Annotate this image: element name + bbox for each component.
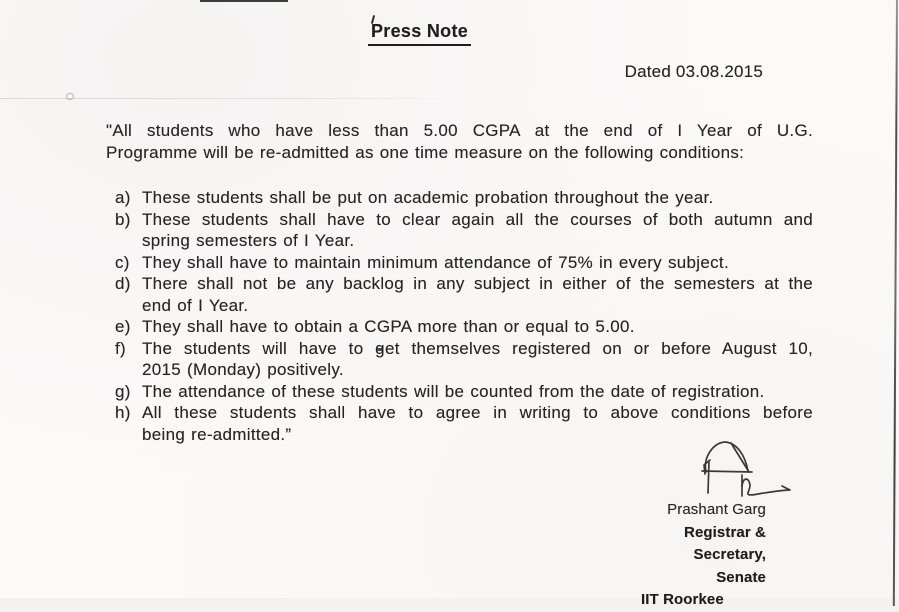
page-title: Press Note <box>368 20 471 46</box>
condition-label: e) <box>115 317 131 336</box>
condition-label: g) <box>115 381 131 401</box>
condition-line: end of I Year. <box>142 295 249 315</box>
condition-text <box>142 273 813 316</box>
intro-line: "All students who have less than 5.00 CGPA at the end of I Year of U.G. <box>106 121 813 140</box>
scan-artifact-top-edge <box>200 0 288 2</box>
signatory-name: Prashant Garg <box>667 501 766 518</box>
condition-label: f) <box>115 338 126 358</box>
condition-label: c) <box>115 252 130 272</box>
condition-line: These students shall have to clear again all the courses of both autumn and <box>142 209 813 229</box>
conditions-list <box>115 187 813 445</box>
date-line: Dated 03.08.2015 <box>624 62 763 81</box>
condition-text <box>142 338 813 381</box>
condition-line: The students will have to get themselves registered on or before August 10, <box>142 338 813 358</box>
condition-item-c <box>115 252 813 274</box>
condition-line: The attendance of these students will be counted from the date of registration. <box>142 381 765 401</box>
condition-line: 2015 (Monday) positively. <box>142 360 344 379</box>
signature <box>695 440 800 500</box>
condition-item-e <box>115 316 813 338</box>
intro-paragraph <box>106 120 813 163</box>
condition-item-g <box>115 381 813 403</box>
condition-label: a) <box>115 188 131 207</box>
scan-artifact-speck <box>66 93 74 100</box>
condition-item-f <box>115 338 813 381</box>
condition-line: They shall have to maintain minimum attendance of 75% in every subject. <box>142 252 729 272</box>
condition-label: h) <box>115 403 131 422</box>
condition-line: There shall not be any backlog in any subject in either of the semesters at the <box>142 274 813 293</box>
condition-text <box>142 252 813 274</box>
condition-item-b <box>115 209 813 252</box>
condition-line: being re-admitted.” <box>142 424 292 444</box>
condition-item-d <box>115 273 813 316</box>
condition-line: They shall have to obtain a CGPA more than or equal to 5.00. <box>142 317 635 336</box>
signatory-title-institute: IIT Roorkee <box>641 591 724 608</box>
signatory-title-secretary: Secretary, Senate <box>693 546 766 586</box>
signatory-title-registrar: Registrar & <box>684 523 766 541</box>
condition-text <box>142 402 813 445</box>
condition-label: d) <box>115 274 131 293</box>
signatory-block <box>641 499 766 612</box>
condition-item-h <box>115 402 813 445</box>
condition-line: spring semesters of I Year. <box>142 231 355 250</box>
intro-line: Programme will be re-admitted as one time measure on the following conditions: <box>106 142 745 162</box>
condition-line: These students shall be put on academic probation throughout the year. <box>142 188 714 207</box>
condition-text <box>142 209 813 252</box>
condition-text <box>142 316 813 338</box>
condition-text <box>142 381 813 403</box>
condition-item-a <box>115 187 813 209</box>
condition-label: b) <box>115 209 131 229</box>
scan-artifact-right-edge-line <box>892 0 897 606</box>
condition-text <box>142 187 813 209</box>
condition-line: All these students shall have to agree in writing to above conditions before <box>142 403 813 422</box>
